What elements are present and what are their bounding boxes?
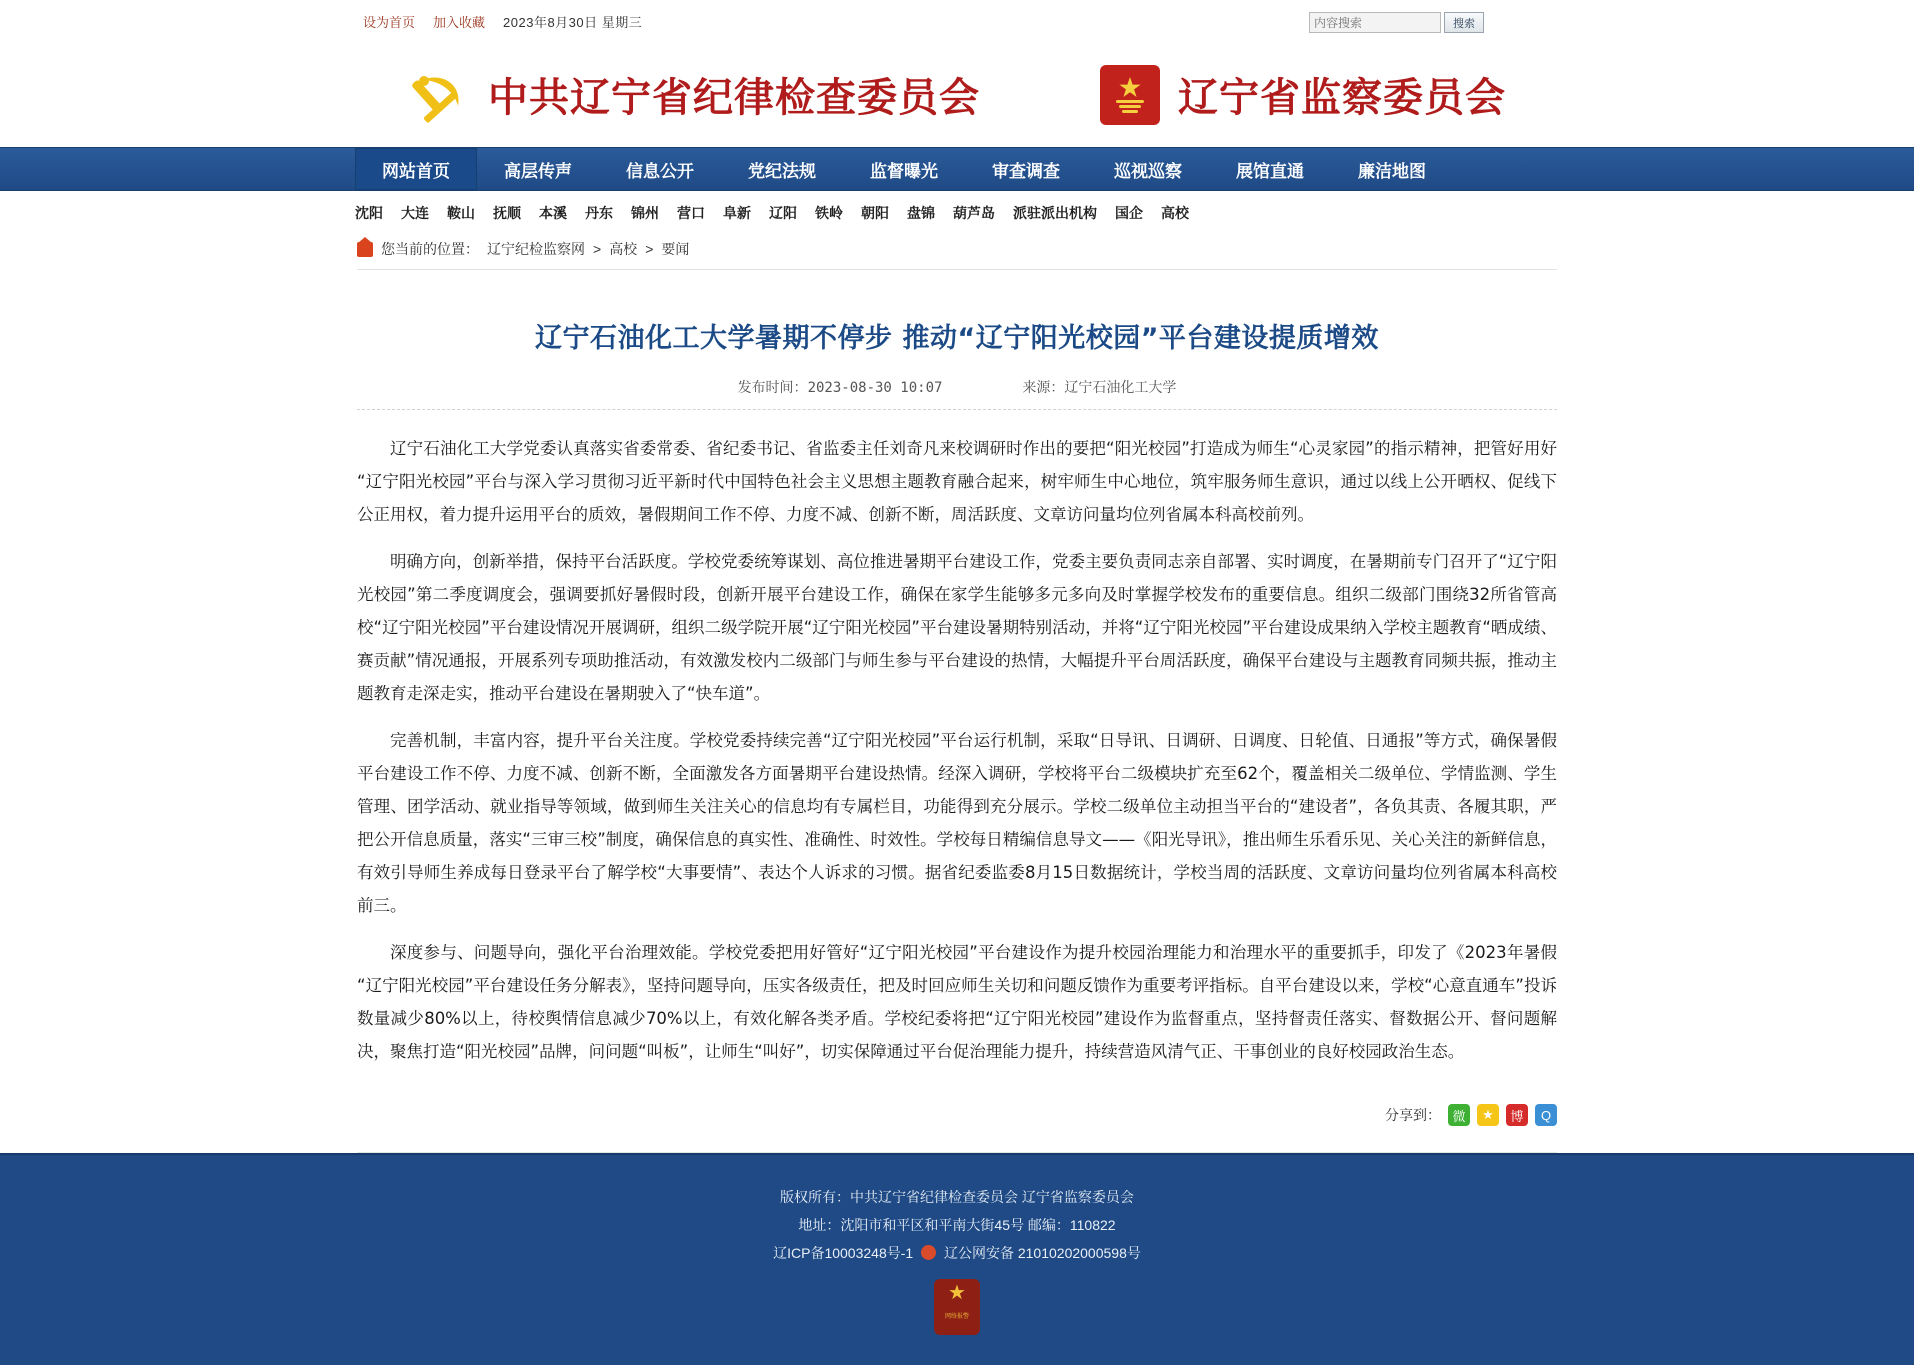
site-footer <box>0 1153 1914 1365</box>
article <box>357 269 1557 1152</box>
national-emblem-icon <box>1100 65 1160 125</box>
share-label: 分享到： <box>1385 1107 1441 1124</box>
region-navigation <box>0 191 1914 233</box>
nav-item-shenchadiaocha[interactable]: 审查调查 <box>992 161 1060 181</box>
article-source <box>1022 377 1176 397</box>
page-title: 辽宁石油化工大学暑期不停步 推动“辽宁阳光校园”平台建设提质增效 <box>535 323 1379 355</box>
breadcrumb-item-site[interactable]: 辽宁纪检监察网 <box>487 241 585 257</box>
brand-cpc[interactable] <box>408 64 980 126</box>
current-date-text: 2023年8月30日 星期三 <box>503 14 643 30</box>
region-link-panjin[interactable]: 盘锦 <box>907 205 935 221</box>
nav-item-xinxigongkai[interactable]: 信息公开 <box>626 161 694 181</box>
top-utility-bar <box>0 0 1914 42</box>
breadcrumb-separator-1: > <box>593 241 602 257</box>
region-link-gaoxiao[interactable]: 高校 <box>1161 205 1189 221</box>
region-link-dalian[interactable]: 大连 <box>401 205 429 221</box>
footer-beian-row <box>0 1239 1914 1267</box>
region-link-yingkou[interactable]: 营口 <box>677 205 705 221</box>
footer-copyright: 版权所有：中共辽宁省纪律检查委员会 辽宁省监察委员会 <box>780 1189 1134 1206</box>
region-link-chaoyang[interactable]: 朝阳 <box>861 205 889 221</box>
publish-time <box>738 377 943 397</box>
nav-item-jiandubaoguang[interactable]: 监督曝光 <box>870 161 938 181</box>
home-icon[interactable] <box>357 242 373 257</box>
nav-item-zhanguanzhitong[interactable]: 展馆直通 <box>1236 161 1304 181</box>
nav-item-lianjieditu[interactable]: 廉洁地图 <box>1358 161 1426 181</box>
favorite-share-icon[interactable]: ★ <box>1477 1104 1499 1126</box>
source-value: 辽宁石油化工大学 <box>1064 380 1177 397</box>
share-bar <box>357 1082 1557 1152</box>
hammer-and-sickle-icon <box>408 64 470 126</box>
breadcrumb-prefix: 您当前的位置： <box>381 241 479 257</box>
breadcrumb-item-yaowen[interactable]: 要闻 <box>661 241 690 257</box>
article-paragraph: 辽宁石油化工大学党委认真落实省委常委、省纪委书记、省监委主任刘奇凡来校调研时作出的要把“阳光校园”打造成为师生“心灵家园”的指示精神，把管好用好“辽宁阳光校园”平台与深入学习贯彻习近平新时代中国特色社会主义思想主题教育融合起来，树牢师生中心地位，筑牢服务师生意识，通过以线上公开晒权、促线下公正用权，着力提升运用平台的质效，暑假期间工作不停、力度不减、创新不断，周活跃度、文章访问量均位列省属本科高校前列。 <box>357 439 1557 525</box>
source-label: 来源： <box>1022 380 1065 397</box>
search-button[interactable]: 搜索 <box>1444 12 1484 33</box>
badge-label: 网络报警 <box>944 1314 969 1321</box>
article-paragraph: 明确方向，创新举措，保持平台活跃度。学校党委统筹谋划、高位推进暑期平台建设工作，党委主要负责同志亲自部署、实时调度，在暑期前专门召开了“辽宁阳光校园”第二季度调度会，强调要抓好暑假时段，创新开展平台建设工作，确保在家学生能够多元多向及时掌握学校发布的重要信息。组织二级部门围绕32所省管高校“辽宁阳光校园”平台建设情况开展调研，组织二级学院开展“辽宁阳光校园”平台建设暑期特别活动，并将“辽宁阳光校园”平台建设成果纳入学校主题教育“晒成绩、赛贡献”情况通报，开展系列专项助推活动，有效激发校内二级部门与师生参与平台建设的热情，大幅提升平台周活跃度，确保平台建设与主题教育同频共振，推动主题教育走深走实，推动平台建设在暑期驶入了“快车道”。 <box>357 552 1557 704</box>
region-link-fushun[interactable]: 抚顺 <box>493 205 521 221</box>
region-link-benxi[interactable]: 本溪 <box>539 205 567 221</box>
article-paragraph: 深度参与、问题导向，强化平台治理效能。学校党委把用好管好“辽宁阳光校园”平台建设作为提升校园治理能力和治理水平的重要抓手，印发了《2023年暑假“辽宁阳光校园”平台建设任务分解表》，坚持问题导向，压实各级责任，把及时回应师生关切和问题反馈作为重要考评指标。自平台建设以来，学校“心意直通车”投诉数量减少80%以上，待校舆情信息减少70%以上，有效化解各类矛盾。学校纪委将把“辽宁阳光校园”建设作为监督重点，坚持督责任落实、督数据公开、督问题解决，聚焦打造“阳光校园”品牌，问问题“叫板”，让师生“叫好”，切实保障通过平台促治理能力提升，持续营造风清气正、干事创业的良好校园政治生态。 <box>357 943 1557 1062</box>
region-link-guoqi[interactable]: 国企 <box>1115 205 1143 221</box>
region-link-jinzhou[interactable]: 锦州 <box>631 205 659 221</box>
brand-supervision[interactable] <box>1100 65 1506 125</box>
nav-item-dangjifagui[interactable]: 党纪法规 <box>748 161 816 181</box>
region-link-huludao[interactable]: 葫芦岛 <box>953 205 995 221</box>
search-input[interactable] <box>1309 12 1441 33</box>
breadcrumb-item-gaoxiao[interactable]: 高校 <box>609 241 638 257</box>
brand-title-cpc: 中共辽宁省纪律检查委员会 <box>488 75 980 121</box>
nav-item-xunshixuncha[interactable]: 巡视巡察 <box>1114 161 1182 181</box>
breadcrumb <box>357 233 1557 269</box>
set-home-link[interactable]: 设为首页 <box>363 14 416 30</box>
brand-title-supervision: 辽宁省监察委员会 <box>1178 75 1506 121</box>
icp-link[interactable]: 辽ICP备10003248号-1 <box>773 1245 914 1262</box>
badge-star-icon: ★ <box>948 1282 966 1305</box>
region-link-paizhu[interactable]: 派驻派出机构 <box>1013 205 1097 221</box>
region-link-shenyang[interactable]: 沈阳 <box>355 205 383 221</box>
qq-share-icon[interactable]: Q <box>1535 1104 1557 1126</box>
article-meta <box>357 377 1557 410</box>
police-beian-icon <box>921 1245 936 1260</box>
top-utility-links <box>363 12 642 31</box>
site-search <box>1309 12 1484 33</box>
region-link-fuxin[interactable]: 阜新 <box>723 205 751 221</box>
region-link-tieling[interactable]: 铁岭 <box>815 205 843 221</box>
police-beian-link[interactable]: 辽公网安备 21010202000598号 <box>943 1245 1141 1262</box>
footer-address: 地址：沈阳市和平区和平南大街45号 邮编：110822 <box>798 1217 1116 1234</box>
nav-item-gaocengchuansheng[interactable]: 高层传声 <box>504 161 572 181</box>
wechat-share-icon[interactable]: 微 <box>1448 1104 1470 1126</box>
weibo-share-icon[interactable]: 博 <box>1506 1104 1528 1126</box>
region-link-dandong[interactable]: 丹东 <box>585 205 613 221</box>
article-paragraph: 完善机制，丰富内容，提升平台关注度。学校党委持续完善“辽宁阳光校园”平台运行机制，采取“日导讯、日调研、日调度、日轮值、日通报”等方式，确保暑假平台建设工作不停、力度不减、创新不断，全面激发各方面暑期平台建设热情。经深入调研，学校将平台二级模块扩充至62个，覆盖相关二级单位、学情监测、学生管理、团学活动、就业指导等领域，做到师生关注关心的信息均有专属栏目，功能得到充分展示。学校二级单位主动担当平台的“建设者”，各负其责、各履其职，严把公开信息质量，落实“三审三校”制度，确保信息的真实性、准确性、时效性。学校每日精编信息导文——《阳光导讯》，推出师生乐看乐见、关心关注的新鲜信息，有效引导师生养成每日登录平台了解学校“大事要情”、表达个人诉求的习惯。据省纪委监委8月15日数据统计，学校当周的活跃度、文章访问量均位列省属本科高校前三。 <box>357 731 1557 916</box>
nav-item-home[interactable]: 网站首页 <box>355 148 477 190</box>
region-link-anshan[interactable]: 鞍山 <box>447 205 475 221</box>
add-favorite-link[interactable]: 加入收藏 <box>433 14 486 30</box>
publish-time-value: 2023-08-30 10:07 <box>807 380 943 397</box>
publish-time-label: 发布时间： <box>737 380 808 397</box>
region-link-liaoyang[interactable]: 辽阳 <box>769 205 797 221</box>
network-police-badge[interactable] <box>934 1279 980 1335</box>
masthead <box>0 42 1914 147</box>
breadcrumb-separator-2: > <box>645 241 654 257</box>
main-navigation <box>0 147 1914 191</box>
article-body <box>357 410 1557 1068</box>
